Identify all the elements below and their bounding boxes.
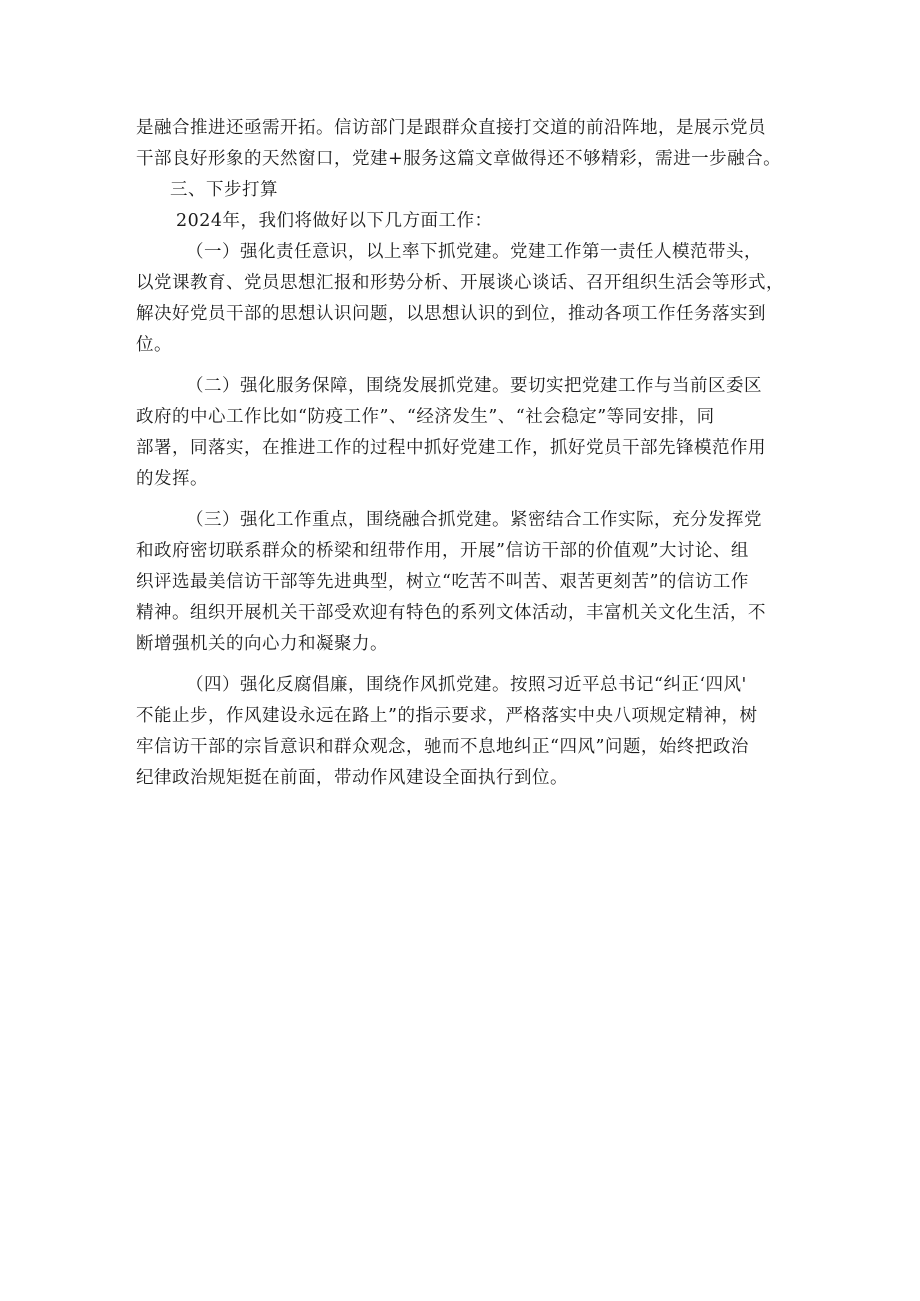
paragraph-3-line-1: （三）强化工作重点，围绕融合抓党建。紧密结合工作实际，充分发挥党	[186, 510, 762, 530]
lead-line: 2024年，我们将做好以下几方面工作：	[176, 211, 493, 231]
document-body	[136, 113, 796, 794]
intro-line-1: 是融合推进还亟需开拓。信访部门是跟群众直接打交道的前沿阵地，是展示党员	[136, 118, 766, 138]
paragraph-1-line-1: （一）强化责任意识，以上率下抓党建。党建工作第一责任人模范带头，	[186, 242, 762, 262]
paragraph-2	[136, 371, 796, 495]
section-heading: 三、下步打算	[170, 180, 278, 200]
paragraph-4	[136, 670, 796, 794]
intro-line-2: 干部良好形象的天然窗口，党建+服务这篇文章做得还不够精彩，需进一步融合。	[136, 149, 782, 169]
paragraph-1-line-3: 解决好党员干部的思想认识问题，以思想认识的到位，推动各项工作任务落实到	[136, 304, 766, 324]
paragraph-4-line-3: 牢信访干部的宗旨意识和群众观念，驰而不息地纠正“四风”问题，始终把政治	[136, 737, 749, 757]
paragraph-3	[136, 505, 796, 660]
paragraph-1-line-2: 以党课教育、党员思想汇报和形势分析、开展谈心谈话、召开组织生活会等形式，	[136, 273, 784, 293]
paragraph-1	[136, 237, 796, 361]
paragraph-3-line-2: 和政府密切联系群众的桥梁和纽带作用，开展”信访干部的价值观”大讨论、组	[136, 541, 749, 561]
paragraph-3-line-4: 精神。组织开展机关干部受欢迎有特色的系列文体活动，丰富机关文化生活，不	[136, 603, 766, 623]
paragraph-3-line-5: 断增强机关的向心力和凝聚力。	[136, 634, 388, 654]
paragraph-1-line-4: 位。	[136, 335, 172, 355]
paragraph-2-line-3: 部署，同落实，在推进工作的过程中抓好党建工作，抓好党员干部先锋模范作用	[136, 438, 766, 458]
paragraph-4-line-1: （四）强化反腐倡廉，围绕作风抓党建。按照习近平总书记“纠正‘四风'	[186, 675, 747, 695]
paragraph-4-line-4: 纪律政治规矩挺在前面，带动作风建设全面执行到位。	[136, 768, 568, 788]
paragraph-4-line-2: 不能止步，作风建设永远在路上”的指示要求，严格落实中央八项规定精神，树	[136, 706, 758, 726]
paragraph-2-line-2: 政府的中心工作比如“防疫工作”、“经济发生”、“社会稳定”等同安排，同	[136, 407, 715, 427]
paragraph-2-line-4: 的发挥。	[136, 469, 208, 489]
paragraph-3-line-3: 织评选最美信访干部等先进典型，树立“吃苦不叫苦、艰苦更刻苦”的信访工作	[136, 572, 749, 592]
paragraph-2-line-1: （二）强化服务保障，围绕发展抓党建。要切实把党建工作与当前区委区	[186, 376, 762, 396]
